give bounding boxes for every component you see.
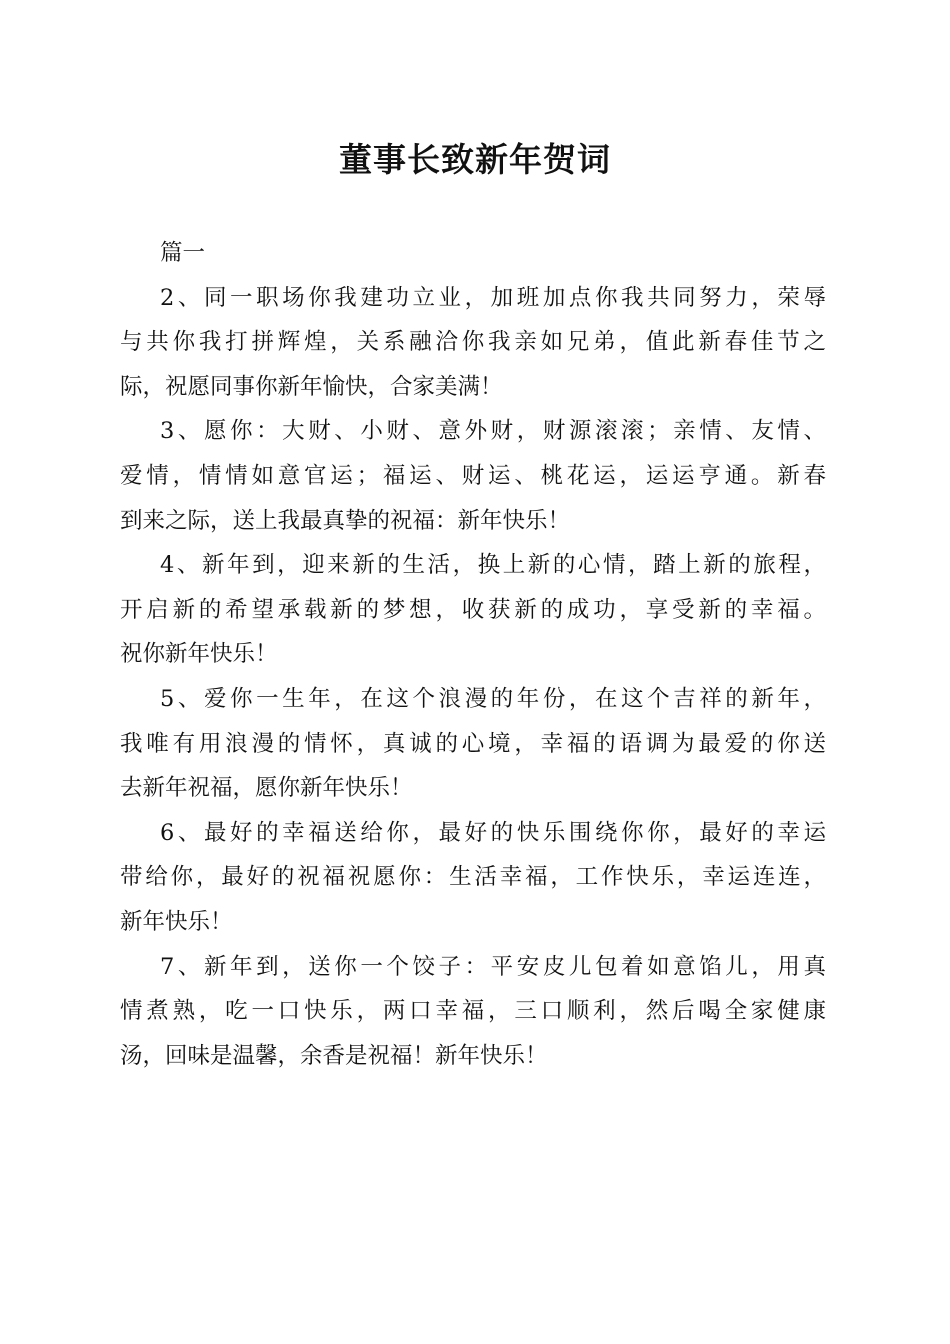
paragraph-line: 2、同一职场你我建功立业，加班加点你我共同努力，荣辱	[160, 284, 826, 311]
document-title: 董事长致新年贺词	[339, 140, 611, 179]
paragraph	[120, 543, 826, 677]
paragraph-line: 际，祝愿同事你新年愉快，合家美满！	[120, 373, 503, 400]
paragraph-line: 与共你我打拼辉煌，关系融洽你我亲如兄弟，值此新春佳节之	[120, 329, 826, 356]
paragraph-line: 我唯有用浪漫的情怀，真诚的心境，幸福的语调为最爱的你送	[120, 730, 826, 757]
paragraph-line: 情煮熟，吃一口快乐，两口幸福，三口顺利，然后喝全家健康	[120, 998, 826, 1025]
document-body	[120, 231, 826, 1078]
paragraph-line: 7、新年到，送你一个饺子：平安皮儿包着如意馅儿，用真	[160, 953, 826, 980]
paragraph-line: 4、新年到，迎来新的生活，换上新的心情，踏上新的旅程，	[160, 552, 826, 579]
paragraph-line: 6、最好的幸福送给你，最好的快乐围绕你你，最好的幸运	[160, 819, 826, 846]
paragraph-line: 5、爱你一生年，在这个浪漫的年份，在这个吉祥的新年，	[160, 685, 826, 712]
paragraph	[120, 945, 826, 1079]
section-heading: 篇一	[160, 240, 206, 266]
paragraph	[120, 409, 826, 543]
paragraph-line: 3、愿你：大财、小财、意外财，财源滚滚；亲情、友情、	[160, 418, 826, 445]
paragraph	[120, 677, 826, 811]
paragraph-line: 去新年祝福，愿你新年快乐！	[120, 775, 413, 802]
paragraph-list	[120, 276, 826, 1079]
paragraph-line: 开启新的希望承载新的梦想，收获新的成功，享受新的幸福。	[120, 596, 826, 623]
paragraph	[120, 811, 826, 945]
paragraph-line: 到来之际，送上我最真挚的祝福：新年快乐！	[120, 507, 571, 534]
paragraph-line: 汤，回味是温馨，余香是祝福！新年快乐！	[120, 1042, 548, 1069]
paragraph-line: 新年快乐！	[120, 908, 233, 935]
paragraph-line: 祝你新年快乐！	[120, 641, 278, 668]
paragraph	[120, 276, 826, 410]
paragraph-line: 爱情，情情如意官运；福运、财运、桃花运，运运亨通。新春	[120, 462, 826, 489]
paragraph-line: 带给你，最好的祝福祝愿你：生活幸福，工作快乐，幸运连连，	[120, 864, 826, 891]
